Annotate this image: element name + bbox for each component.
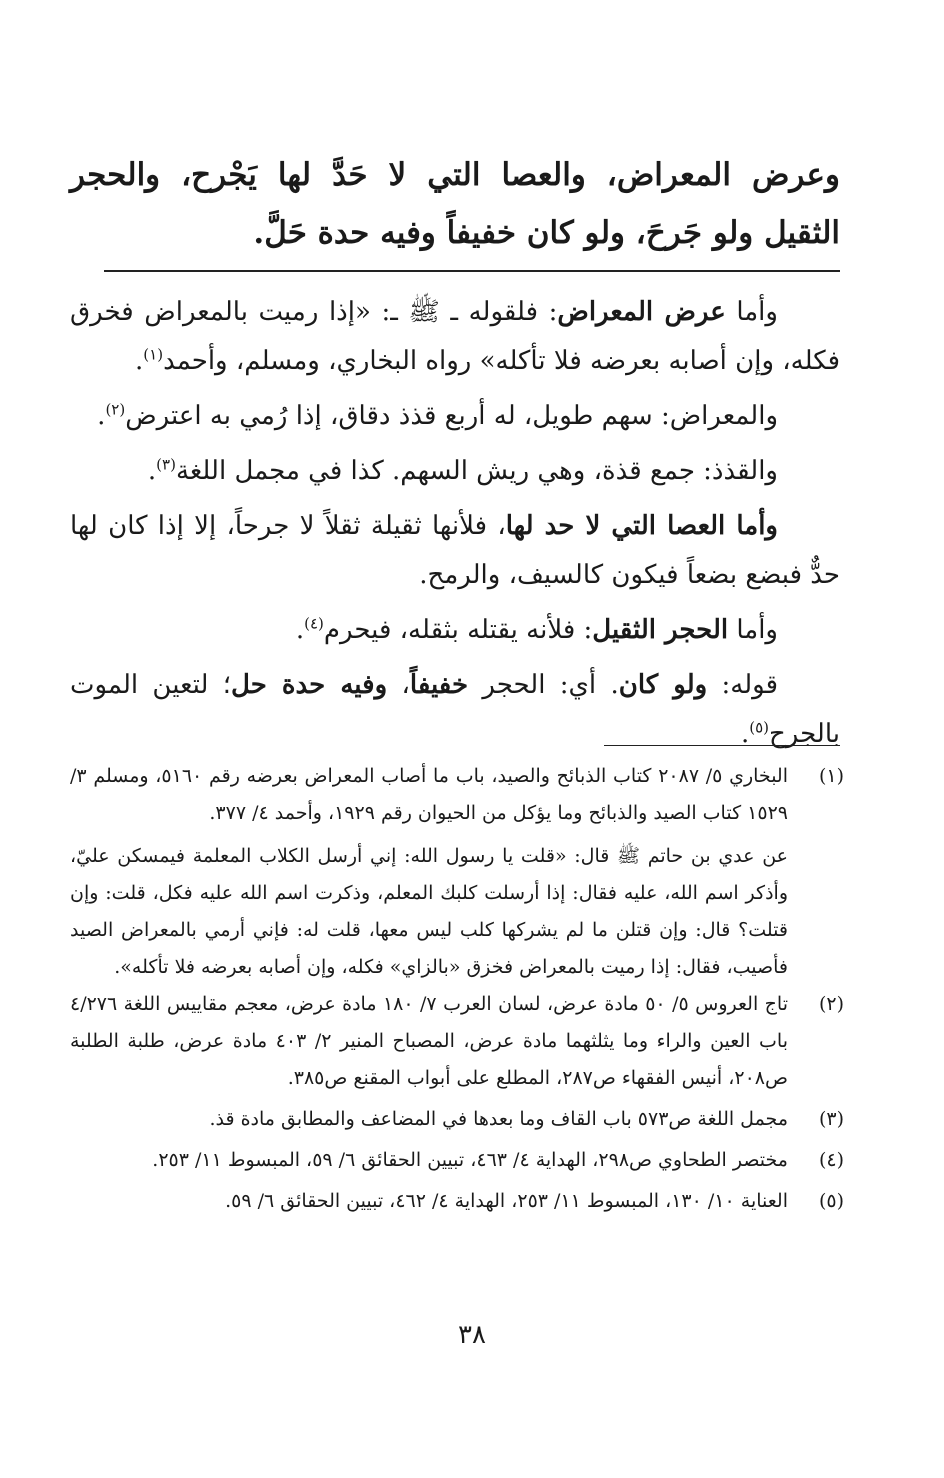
footnote-number: (١) [818,765,844,787]
matn-text: وعرض المعراض، والعصا التي لا حَدَّ لها يَجْرح، والحجر الثقيل ولو جَرحَ، ولو كان خفيفاً وفيه حدة حَلَّ. [70,157,840,251]
text-run: ؛ لتعين الموت بالجرح [70,670,840,749]
footnotes [70,758,844,1220]
text-run: قوله: [707,670,779,700]
text-run: ، [387,670,410,700]
footnote-ref[interactable]: (٣) [156,455,176,474]
footnote-text: مختصر الطحاوي ص٢٩٨، الهداية ٤/ ٤٦٣، تبيين الحقائق ٦/ ٥٩، المبسوط ١١/ ٢٥٣. [152,1149,788,1171]
footnote-divider [604,745,840,746]
text-run: . [97,401,106,431]
section-divider [104,270,840,272]
footnote-item [70,758,844,832]
text-run: . [295,615,305,645]
bold-term: الحجر الثقيل [592,615,729,645]
footnote-number: (٢) [818,993,844,1015]
text-run: ، فلأنها ثقيلة ثقلاً لا جرحاً، إلا إذا كان لها حدٌّ فبضع بضعاً فيكون كالسيف، والرمح. [70,511,840,590]
commentary-paragraph [70,606,840,655]
commentary-paragraph [70,502,840,600]
footnote-text: العناية ١٠/ ١٣٠، المبسوط ١١/ ٢٥٣، الهداية ٤/ ٤٦٢، تبيين الحقائق ٦/ ٥٩. [225,1190,788,1212]
text-run: والقذذ: جمع قذة، وهي ريش السهم. كذا في مجمل اللغة [175,456,778,486]
footnote-number: (٤) [818,1149,844,1171]
bold-term: خفيفاً [409,670,469,700]
footnote-number: (٥) [818,1190,844,1212]
bold-term: وفيه حدة حل [231,670,388,700]
footnote-item [70,1142,844,1179]
footnote-item [70,1183,844,1220]
footnote-item [70,986,844,1097]
footnote-ref[interactable]: (٢) [105,400,126,419]
footnote-hadith-text: عن عدي بن حاتم ﷺ قال: «قلت يا رسول الله: إني أرسل الكلاب المعلمة فيمسكن عليّ، وأذكر اسم الله، عليه فقال: إذا أرسلت كلبك المعلم، وذكرت اسم الله عليه فكل، قلت: وإن قتلت؟ قال: وإن قتلن ما لم يشركها كلب ليس معها، قلت له: فإني أرمي بالمعراض الصيد فأصيب، فقال: إذا رميت بالمعراض فخزق «بالزاي» فكله، وإن أصابه بعرضه فلا تأكله». [70,845,788,978]
commentary-paragraph [70,392,840,441]
footnote-number: (٣) [818,1108,844,1130]
text-run: : فلأنه يقتله بثقله، فيحرم [323,615,593,645]
text-run: . [135,346,144,376]
bold-term: عرض المعراض [557,297,726,327]
footnote-text: مجمل اللغة ص٥٧٣ باب القاف وما بعدها في المضاعف والمطابق مادة قذ. [209,1108,788,1130]
text-run: . أي: الحجر [468,670,619,700]
commentary-paragraph [70,288,840,386]
footnote-ref[interactable]: (١) [143,345,164,364]
commentary [70,288,840,759]
footnote-text: تاج العروس ٥/ ٥٠ مادة عرض، لسان العرب ٧/ ١٨٠ مادة عرض، معجم مقاييس اللغة ٤/٢٧٦ باب العين والراء وما يثلثهما مادة عرض، المصباح المنير ٢/ ٤٠٣ مادة عرض، طلبة الطلبة ص٢٠٨، أنيس الفقهاء ص٢٨٧، المطلع على أبواب المقنع ص٣٨٥. [70,993,789,1089]
page-number: ٣٨ [458,1320,486,1350]
text-run: وأما [728,615,778,645]
bold-term: وأما العصا التي لا حد لها [505,511,778,541]
text-run: : فلقوله ـ ﷺ ـ: «إذا رميت بالمعراض فخرق فكله، وإن أصابه بعرضه فلا تأكله» رواه البخاري، ومسلم، وأحمد [70,297,840,376]
footnote-text: البخاري ٥/ ٢٠٨٧ كتاب الذبائح والصيد، باب ما أصاب المعراض بعرضه رقم ٥١٦٠، ومسلم ٣/ ١٥٢٩ كتاب الصيد والذبائح وما يؤكل من الحيوان رقم ١٩٢٩، وأحمد ٤/ ٣٧٧. [70,765,788,824]
footnote-ref[interactable]: (٤) [304,614,324,633]
footnote-ref[interactable]: (٥) [749,718,769,737]
commentary-paragraph [70,447,840,496]
text-run: . [147,456,157,486]
bold-term: ولو كان [618,670,708,700]
text-run: وأما [725,297,778,327]
text-run: . [740,719,750,749]
text-run: والمعراض: سهم طويل، له أربع قذذ دقاق، إذا رُمي به اعترض [125,401,778,431]
footnote-item [70,1101,844,1138]
